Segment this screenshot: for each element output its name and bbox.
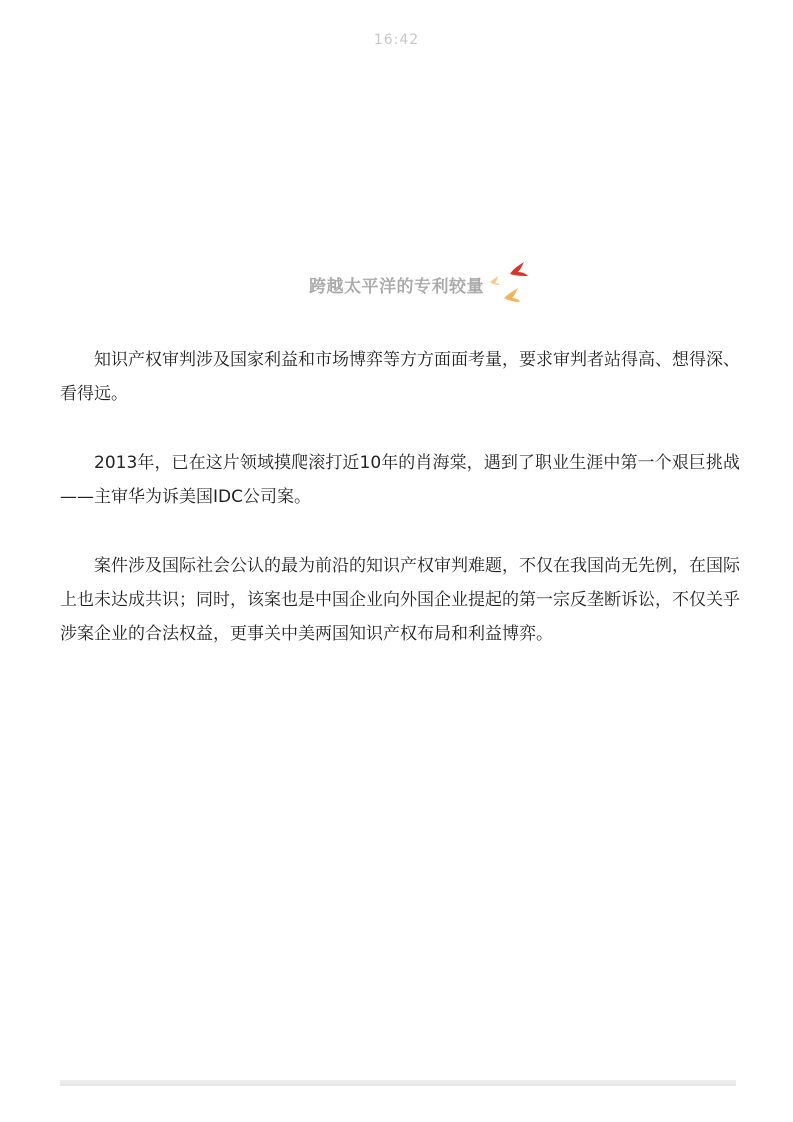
status-time: 16:42 [373,32,420,48]
orange-bird-icon [504,288,520,302]
birds-icon [488,256,532,306]
section-heading [0,272,793,297]
article-paragraph: 2013年，已在这片领域摸爬滚打近10年的肖海棠，遇到了职业生涯中第一个艰巨挑战——主审华为诉美国IDC公司案。 [60,453,740,507]
red-bird-icon [510,262,528,276]
article-paragraph: 知识产权审判涉及国家利益和市场博弈等方方面面考量，要求审判者站得高、想得深、看得远。 [60,350,740,404]
article-paragraph: 案件涉及国际社会公认的最为前沿的知识产权审判难题，不仅在我国尚无先例，在国际上也未达成共识；同时，该案也是中国企业向外国企业提起的第一宗反垄断诉讼，不仅关乎涉案企业的合法权益，更事关中美两国知识产权布局和利益博弈。 [60,556,740,644]
pale-bird-icon [490,276,500,285]
article-body [60,343,740,686]
section-title: 跨越太平洋的专利较量 [309,277,484,297]
bottom-divider [60,1080,736,1086]
